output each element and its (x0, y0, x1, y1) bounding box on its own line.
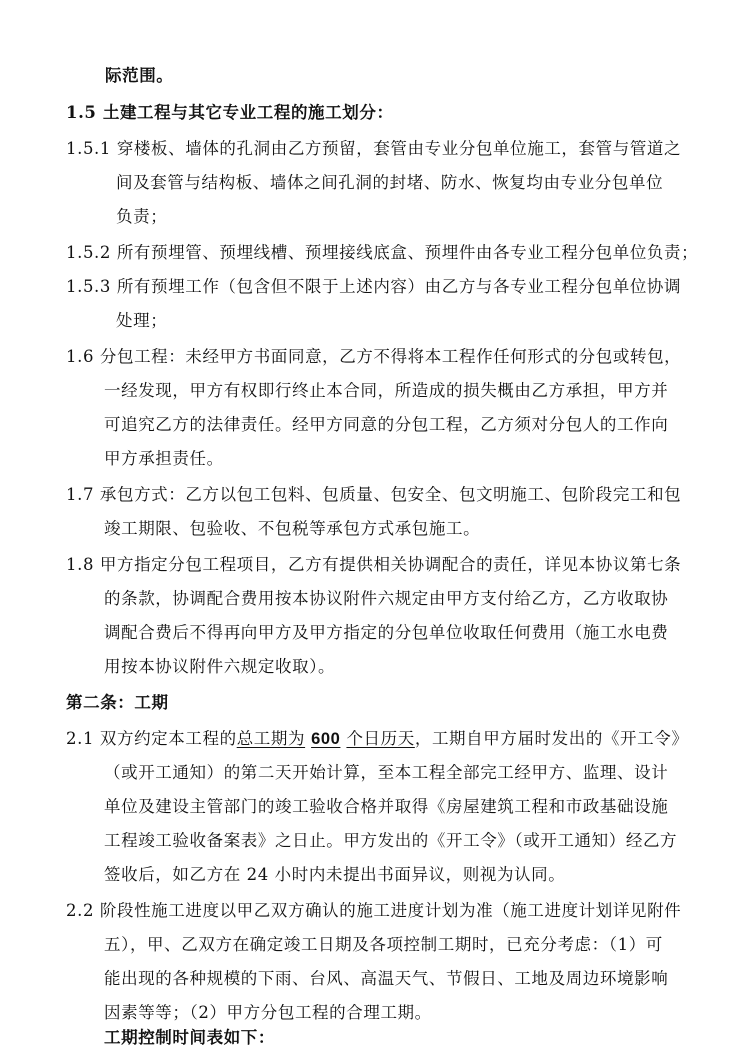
text-line: 可追究乙方的法律责任。经甲方同意的分包工程，乙方须对分包人的工作向 (104, 415, 669, 434)
text-line: 2.2 阶段性施工进度以甲乙双方确认的施工进度计划为准（施工进度计划详见附件 (66, 901, 682, 920)
text-line: 负责； (116, 207, 168, 226)
text-line: 竣工期限、包验收、不包税等承包方式承包施工。 (104, 519, 481, 538)
schedule-table-heading: 工期控制时间表如下： (104, 1028, 275, 1047)
text-line: 1.5.3 所有预埋工作（包含但不限于上述内容）由乙方与各专业工程分包单位协调 (66, 277, 682, 296)
text-line: 1.5.1 穿楼板、墙体的孔洞由乙方预留，套管由专业分包单位施工，套管与管道之 (66, 139, 682, 158)
text-line: 单位及建设主管部门的竣工验收合格并取得《房屋建筑工程和市政基础设施 (104, 797, 669, 816)
text-line: 的条款，协调配合费用按本协议附件六规定由甲方支付给乙方，乙方收取协 (104, 589, 669, 608)
text-line: 1.6 分包工程：未经甲方书面同意，乙方不得将本工程作任何形式的分包或转包， (66, 347, 682, 366)
text-line: 处理； (116, 311, 168, 330)
text-line: 五），甲、乙双方在确定竣工日期及各项控制工期时，已充分考虑：（1）可 (104, 935, 663, 954)
text-line: 因素等等；（2）甲方分包工程的合理工期。 (104, 1003, 432, 1022)
clause-2-1-prefix: 2.1 双方约定本工程的 (66, 729, 237, 748)
total-duration-label: 总工期为 (236, 729, 306, 748)
text-line: 工程竣工验收备案表》之日止。甲方发出的《开工令》（或开工通知）经乙方 (104, 831, 678, 850)
text-line (66, 727, 688, 751)
previous-paragraph-tail: 际范围。 (105, 66, 174, 85)
text-line: 签收后，如乙方在 24 小时内未提出书面异议，则视为认同。 (104, 865, 566, 884)
text-line: 1.5.2 所有预埋管、预埋线槽、预埋接线底盒、预埋件由各专业工程分包单位负责； (66, 243, 699, 262)
text-line: （或开工通知）的第二天开始计算，至本工程全部完工经甲方、监理、设计 (104, 763, 669, 782)
text-line: 间及套管与结构板、墙体之间孔洞的封堵、防水、恢复均由专业分包单位 (116, 173, 664, 192)
calendar-days-label: 个日历天 (346, 729, 415, 748)
text-line: 调配合费后不得再向甲方及甲方指定的分包单位收取任何费用（施工水电费 (104, 623, 669, 642)
text-line: 甲方承担责任。 (104, 449, 224, 468)
text-line: 用按本协议附件六规定收取）。 (104, 657, 336, 676)
article-2-heading: 第二条：工期 (66, 693, 169, 712)
text-line: 一经发现，甲方有权即行终止本合同，所造成的损失概由乙方承担，甲方并 (104, 381, 669, 400)
text-line: 1.7 承包方式：乙方以包工包料、包质量、包安全、包文明施工、包阶段完工和包 (66, 485, 682, 504)
text-line: 1.8 甲方指定分包工程项目，乙方有提供相关协调配合的责任，详见本协议第七条 (66, 555, 682, 574)
total-duration-days: 600 (311, 730, 341, 748)
clause-2-1-suffix: ，工期自甲方届时发出的《开工令》 (414, 729, 689, 748)
text-line: 能出现的各种规模的下雨、台风、高温天气、节假日、工地及周边环境影响 (104, 969, 669, 988)
section-1-5-heading: 1.5 土建工程与其它专业工程的施工划分： (66, 103, 394, 122)
